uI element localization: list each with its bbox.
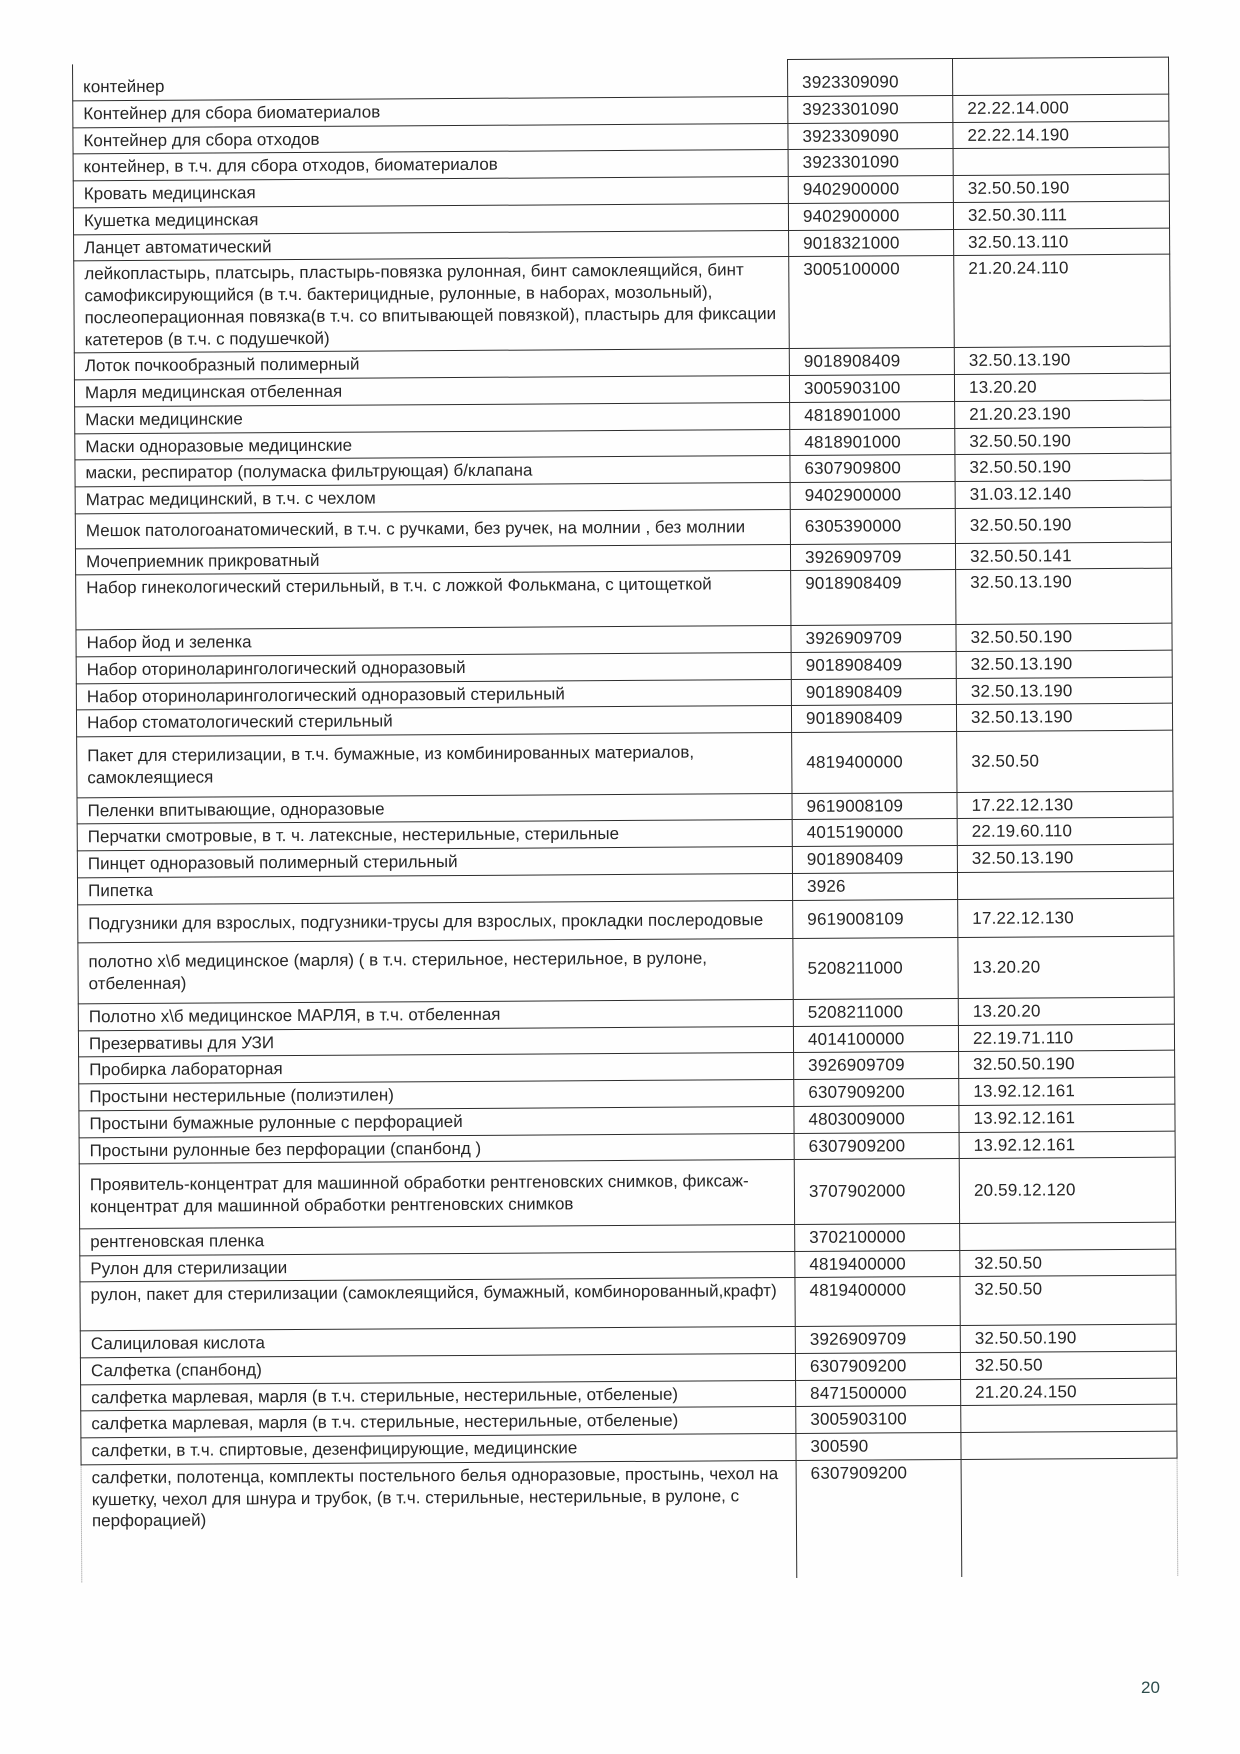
classification-code-cell: 13.20.20 — [958, 997, 1174, 1025]
customs-code-cell: 9619008109 — [793, 899, 958, 939]
classification-code-cell: 32.50.50 — [957, 730, 1173, 792]
customs-code-cell: 9018908409 — [791, 705, 956, 733]
classification-code-cell — [953, 147, 1169, 175]
classification-code-cell: 32.50.13.190 — [956, 650, 1172, 678]
customs-code-cell: 3923309090 — [787, 58, 952, 96]
customs-code-cell: 9018908409 — [792, 845, 957, 873]
classification-code-cell: 13.92.12.161 — [959, 1131, 1175, 1159]
classification-code-cell: 32.50.50.141 — [955, 542, 1171, 570]
product-name-cell: салфетки, в т.ч. спиртовые, дезенфицирующие, медицинские — [81, 1433, 796, 1464]
product-name-cell: Салициловая кислота — [80, 1326, 795, 1357]
customs-code-cell: 9018321000 — [789, 229, 954, 257]
table-row — [78, 936, 1174, 1003]
customs-code-cell: 3926909709 — [791, 624, 956, 652]
customs-code-cell: 9619008109 — [792, 792, 957, 820]
product-name-cell: Простыни бумажные рулонные с перфорацией — [79, 1106, 794, 1137]
classification-code-cell: 32.50.50.190 — [955, 427, 1171, 455]
classification-code-cell: 32.50.13.110 — [954, 228, 1170, 256]
product-name-cell: Набор гинекологический стерильный, в т.ч. с ложкой Фолькмана, с цитощеткой — [76, 571, 791, 630]
customs-code-cell: 4818901000 — [790, 401, 955, 429]
classification-code-cell: 32.50.50.190 — [955, 453, 1171, 481]
classification-code-cell: 32.50.50.190 — [960, 1324, 1176, 1352]
page-number: 20 — [1141, 1678, 1160, 1697]
product-name-cell: Контейнер для сбора отходов — [73, 123, 788, 154]
table-row — [78, 898, 1174, 943]
product-name-cell: Набор стоматологический стерильный — [76, 706, 791, 737]
table-body — [73, 57, 1178, 1582]
product-name-cell: контейнер, в т.ч. для сбора отходов, биоматериалов — [73, 150, 788, 181]
customs-code-cell: 9402900000 — [790, 481, 955, 509]
product-name-cell: салфетка марлевая, марля (в т.ч. стерильные, нестерильные, отбеленые) — [81, 1380, 796, 1411]
product-name-cell: Ланцет автоматический — [74, 230, 789, 261]
product-name-cell: лейкопластырь, платсырь, пластырь-повязка рулонная, бинт самоклеящийся, бинт самофиксирующийся (в т.ч. бактерицидные, рулонные, в наборах, мозольный), послеоперационная повязка(в т.ч. со впитывающей повязкой), пластырь для фиксации катетеров (в т.ч. с подушечкой) — [74, 257, 790, 353]
product-name-cell: Лоток почкообразный полимерный — [74, 349, 789, 380]
customs-code-cell: 300590 — [796, 1432, 961, 1460]
product-name-cell: полотно х\б медицинское (марля) ( в т.ч. стерильное, нестерильное, в рулоне, отбеленная) — [78, 939, 793, 1004]
customs-code-cell: 3702100000 — [795, 1223, 960, 1251]
product-name-cell: Матрас медицинский, в т.ч. с чехлом — [75, 482, 790, 513]
product-name-cell: Набор оториноларингологический одноразовый стерильный — [76, 679, 791, 710]
product-name-cell: рулон, пакет для стерилизации (самоклеящийся, бумажный, комбинорованный,крафт) — [80, 1278, 795, 1331]
customs-code-cell: 4015190000 — [792, 819, 957, 847]
product-name-cell: Пеленки впитывающие, одноразовые — [77, 793, 792, 824]
product-name-cell: рентгеновская пленка — [80, 1224, 795, 1255]
product-name-cell: Пакет для стерилизации, в т.ч. бумажные, из комбинированных материалов, самоклеящиеся — [77, 732, 792, 797]
customs-code-cell: 9018908409 — [791, 678, 956, 706]
customs-code-cell: 3923301090 — [788, 95, 953, 123]
customs-code-cell: 9402900000 — [788, 175, 953, 203]
classification-code-cell: 13.20.20 — [958, 936, 1174, 998]
classification-code-cell — [957, 871, 1173, 899]
classification-code-cell: 22.22.14.190 — [953, 121, 1169, 149]
customs-code-cell: 4819400000 — [792, 731, 957, 793]
table-row — [80, 1275, 1176, 1330]
classification-code-cell: 21.20.23.190 — [955, 400, 1171, 428]
product-name-cell: Маски одноразовые медицинские — [75, 429, 790, 460]
customs-code-cell: 3923309090 — [788, 122, 953, 150]
classification-code-cell — [961, 1404, 1177, 1432]
classification-code-cell: 32.50.13.190 — [954, 346, 1170, 374]
product-name-cell: Простыни нестерильные (полиэтилен) — [79, 1079, 794, 1110]
customs-code-cell: 6307909200 — [794, 1132, 959, 1160]
table-row — [76, 568, 1172, 629]
classification-code-cell — [952, 57, 1168, 95]
customs-code-cell: 3707902000 — [794, 1159, 959, 1225]
table-row — [74, 254, 1171, 353]
classification-code-cell — [960, 1222, 1176, 1250]
classification-code-cell: 20.59.12.120 — [959, 1157, 1175, 1223]
classification-code-cell: 32.50.50.190 — [959, 1050, 1175, 1078]
classification-code-cell: 21.20.24.110 — [954, 254, 1171, 347]
customs-code-cell: 4819400000 — [795, 1277, 960, 1327]
classification-code-cell: 17.22.12.130 — [957, 791, 1173, 819]
classification-code-cell: 32.50.50.190 — [955, 507, 1171, 543]
customs-code-cell: 4803009000 — [794, 1105, 959, 1133]
product-name-cell: маски, респиратор (полумаска фильтрующая) б/клапана — [75, 456, 790, 487]
product-name-cell: Салфетка (спанбонд) — [80, 1353, 795, 1384]
classification-code-cell: 32.50.50 — [960, 1249, 1176, 1277]
product-name-cell: Маски медицинские — [75, 402, 790, 433]
table-row — [81, 1458, 1178, 1582]
product-name-cell: Марля медицинская отбеленная — [74, 375, 789, 406]
classification-code-cell: 31.03.12.140 — [955, 480, 1171, 508]
medical-supplies-table — [72, 57, 1178, 1583]
classification-code-cell: 22.19.60.110 — [957, 817, 1173, 845]
classification-code-cell: 32.50.50.190 — [956, 623, 1172, 651]
classification-code-cell: 22.22.14.000 — [953, 94, 1169, 122]
customs-code-cell: 6307909200 — [796, 1459, 962, 1578]
classification-code-cell: 32.50.13.190 — [956, 703, 1172, 731]
table-row — [79, 1157, 1175, 1228]
classification-code-cell: 13.20.20 — [954, 373, 1170, 401]
classification-code-cell — [961, 1458, 1178, 1577]
classification-code-cell: 13.92.12.161 — [959, 1077, 1175, 1105]
classification-code-cell: 32.50.50 — [960, 1351, 1176, 1379]
customs-code-cell: 6305390000 — [790, 508, 955, 544]
customs-code-cell: 6307909800 — [790, 455, 955, 483]
product-name-cell: Набор йод и зеленка — [76, 625, 791, 656]
customs-code-cell: 3005903100 — [796, 1406, 961, 1434]
customs-code-cell: 4014100000 — [793, 1025, 958, 1053]
table-row — [77, 730, 1173, 797]
product-name-cell: Пипетка — [77, 873, 792, 904]
product-name-cell: Пробирка лабораторная — [79, 1053, 794, 1084]
classification-code-cell: 32.50.13.190 — [957, 844, 1173, 872]
customs-code-cell: 3926909709 — [795, 1325, 960, 1353]
product-name-cell: контейнер — [73, 59, 788, 100]
product-name-cell: салфетки, полотенца, комплекты постельного белья одноразовые, простынь, чехол на кушетку, чехол для шнура и трубок, (в т.ч. стерильные, нестерильные, в рулоне, с перфорацией) — [81, 1460, 797, 1582]
product-name-cell: Мочеприемник прикроватный — [75, 544, 790, 575]
product-name-cell: Пинцет одноразовый полимерный стерильный — [77, 846, 792, 877]
customs-code-cell: 4819400000 — [795, 1250, 960, 1278]
product-name-cell: Презервативы для УЗИ — [78, 1026, 793, 1057]
product-name-cell: Контейнер для сбора биоматериалов — [73, 96, 788, 127]
customs-code-cell: 9402900000 — [788, 202, 953, 230]
product-name-cell: Полотно х\б медицинское МАРЛЯ, в т.ч. отбеленная — [78, 999, 793, 1030]
customs-code-cell: 4818901000 — [790, 428, 955, 456]
customs-code-cell: 3926909709 — [790, 543, 955, 571]
product-name-cell: Проявитель-концентрат для машинной обработки рентгеновских снимков, фиксаж-концентрат для машинной обработки рентгеновских снимков — [79, 1160, 794, 1229]
classification-code-cell: 32.50.13.190 — [956, 677, 1172, 705]
product-name-cell: салфетка марлевая, марля (в т.ч. стерильные, нестерильные, отбеленые) — [81, 1407, 796, 1438]
classification-code-cell: 32.50.30.111 — [953, 201, 1169, 229]
product-name-cell: Кровать медицинская — [73, 176, 788, 207]
customs-code-cell: 3926 — [792, 872, 957, 900]
customs-code-cell: 9018908409 — [789, 348, 954, 376]
customs-code-cell: 5208211000 — [793, 938, 958, 1000]
customs-code-cell: 3005100000 — [789, 256, 955, 349]
customs-code-cell: 9018908409 — [791, 570, 956, 626]
customs-code-cell: 3005903100 — [789, 374, 954, 402]
product-name-cell: Перчатки смотровые, в т. ч. латексные, нестерильные, стерильные — [77, 820, 792, 851]
product-name-cell: Набор оториноларингологический одноразовый — [76, 652, 791, 683]
product-name-cell: Рулон для стерилизации — [80, 1251, 795, 1282]
customs-code-cell: 9018908409 — [791, 651, 956, 679]
classification-code-cell — [961, 1431, 1177, 1459]
customs-code-cell: 8471500000 — [796, 1379, 961, 1407]
classification-code-cell: 32.50.13.190 — [956, 568, 1172, 624]
customs-code-cell: 6307909200 — [794, 1078, 959, 1106]
product-name-cell: Простыни рулонные без перфорации (спанбонд ) — [79, 1133, 794, 1164]
customs-code-cell: 3923301090 — [788, 149, 953, 177]
customs-code-cell: 5208211000 — [793, 998, 958, 1026]
classification-code-cell: 17.22.12.130 — [958, 898, 1174, 938]
classification-code-cell: 13.92.12.161 — [959, 1104, 1175, 1132]
classification-code-cell: 21.20.24.150 — [961, 1378, 1177, 1406]
customs-code-cell: 3926909709 — [794, 1052, 959, 1080]
classification-code-cell: 32.50.50.190 — [953, 174, 1169, 202]
classification-code-cell: 22.19.71.110 — [958, 1024, 1174, 1052]
product-name-cell: Подгузники для взрослых, подгузники-трусы для взрослых, прокладки послеродовые — [78, 900, 793, 943]
product-name-cell: Мешок патологоанатомический, в т.ч. с ручками, без ручек, на молнии , без молнии — [75, 509, 790, 548]
classification-code-cell: 32.50.50 — [960, 1275, 1176, 1325]
product-name-cell: Кушетка медицинская — [73, 203, 788, 234]
customs-code-cell: 6307909200 — [795, 1352, 960, 1380]
